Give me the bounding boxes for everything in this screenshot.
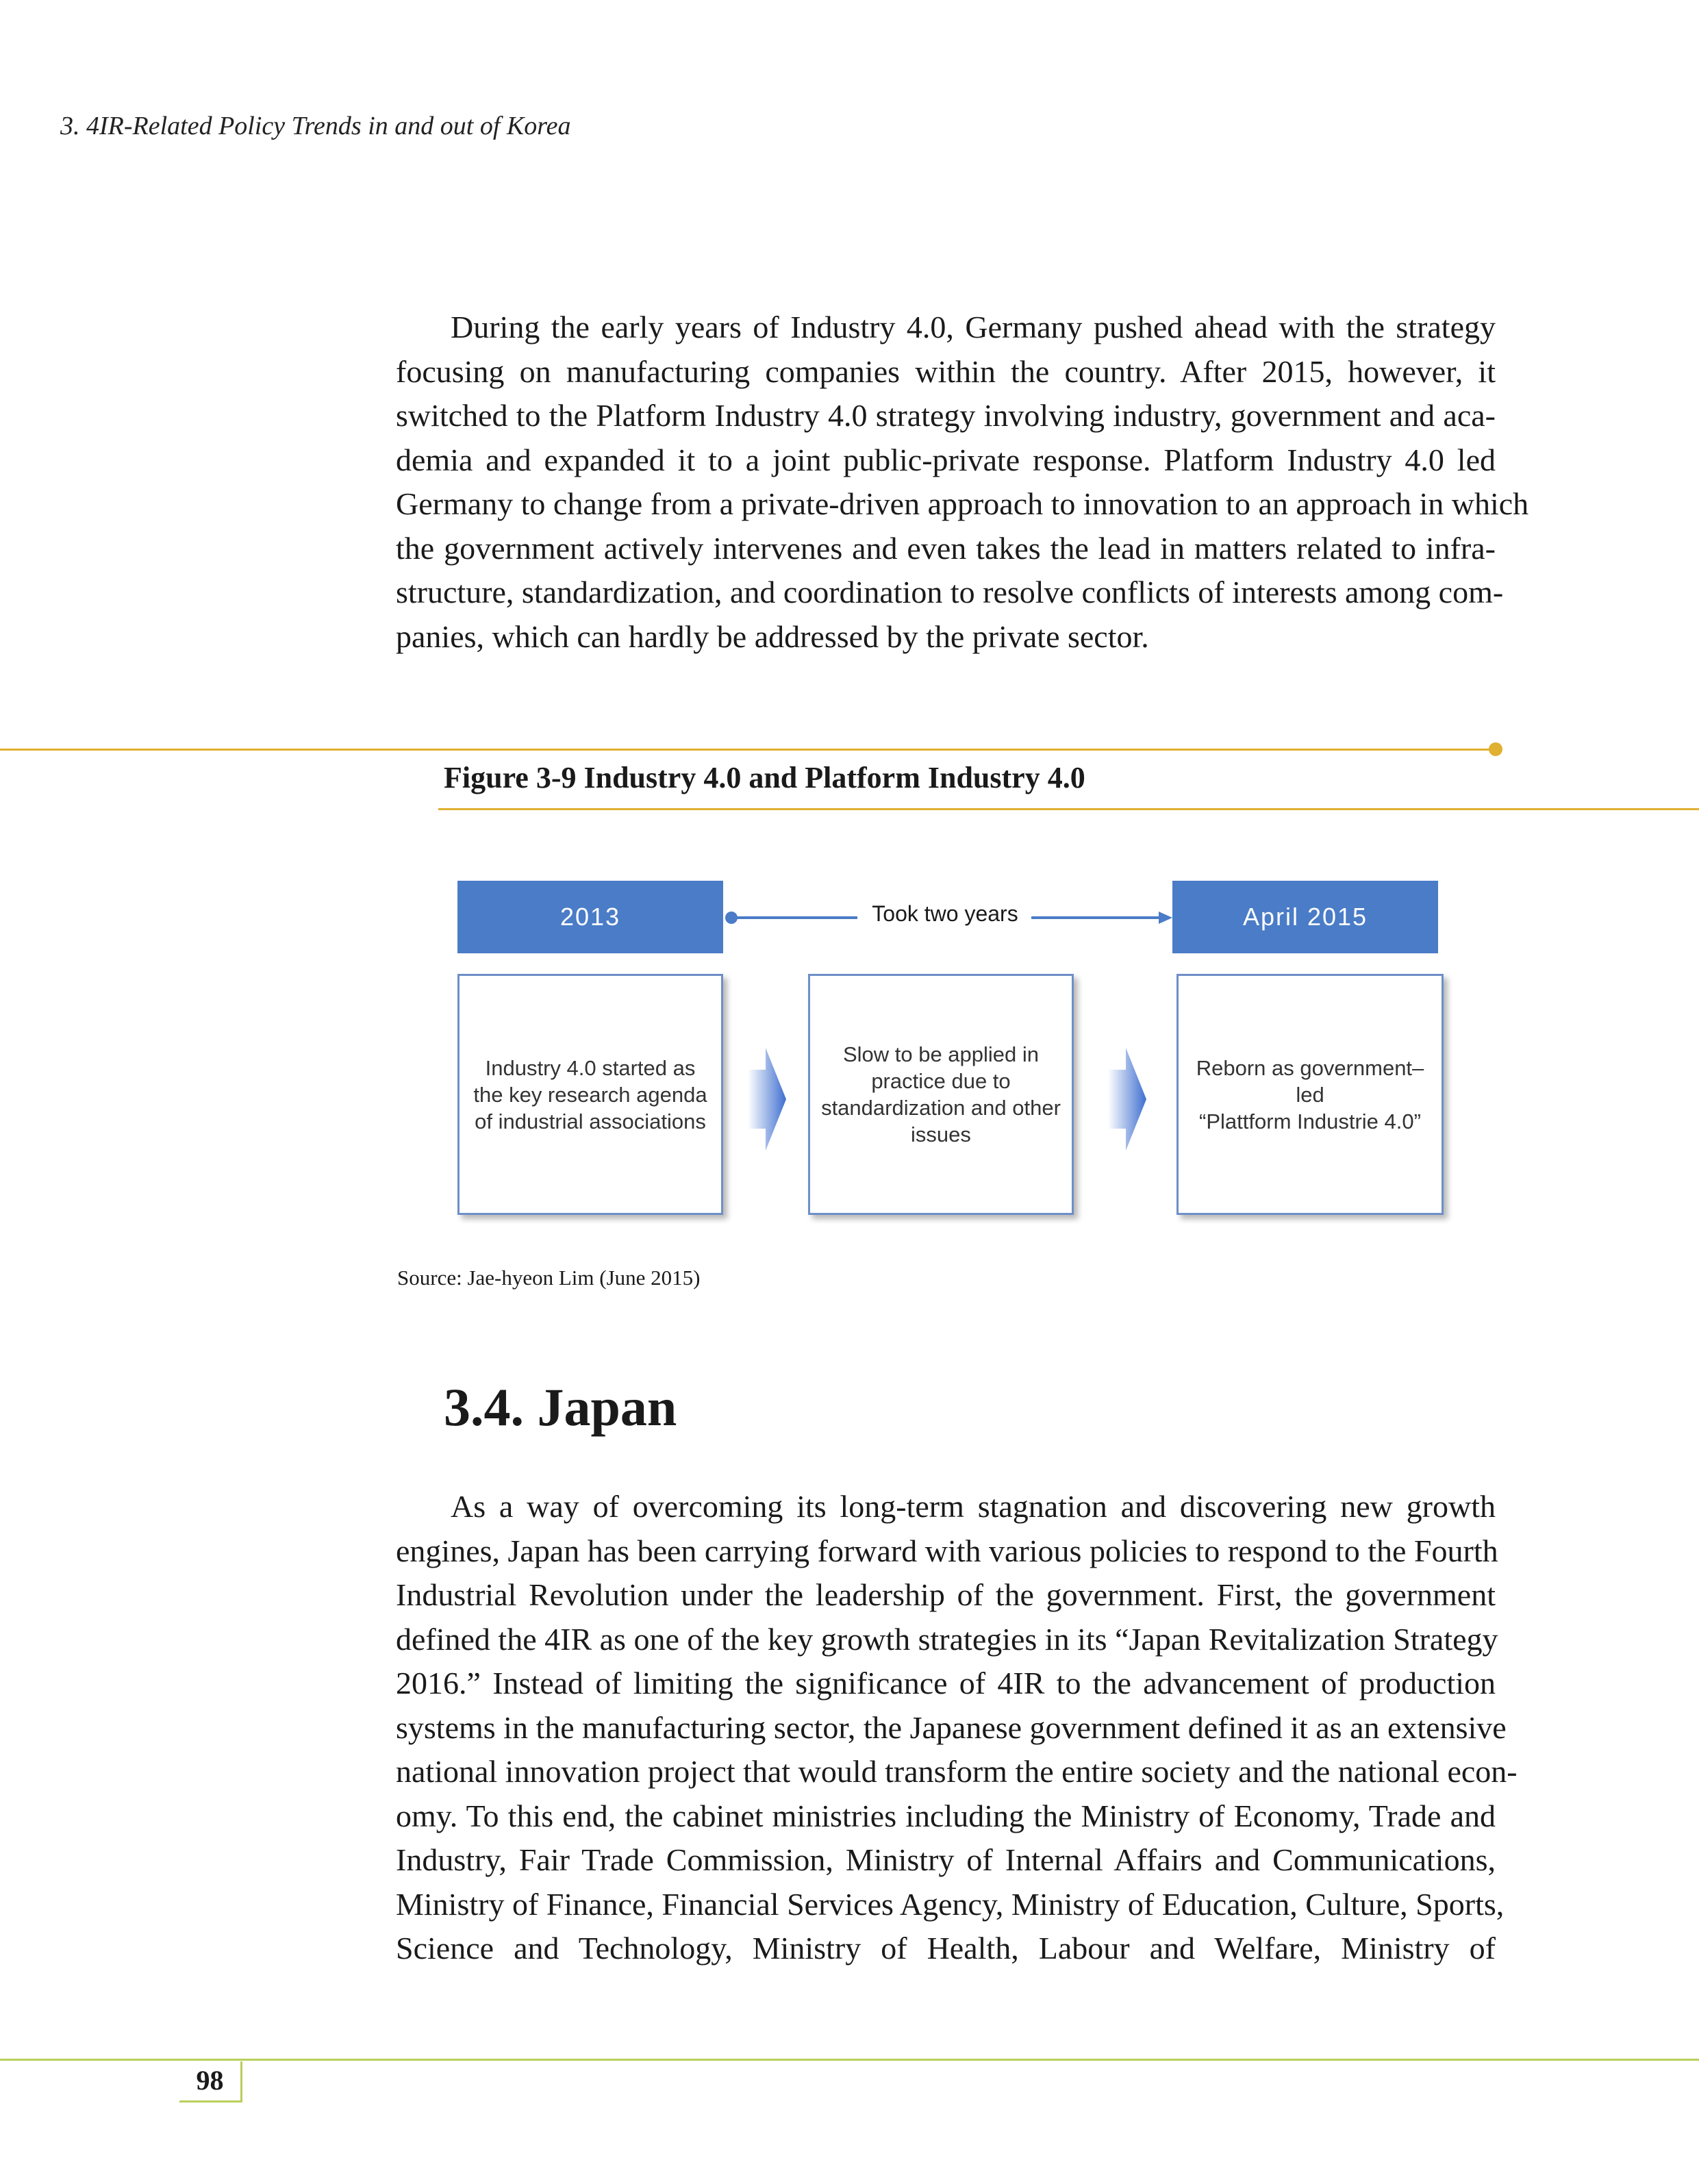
text-line: engines, Japan has been carrying forward with various policies to respond to the Fourth	[396, 1533, 1498, 1568]
paragraph-japan	[396, 1485, 1518, 1971]
stage-text-line: “Plattform Industrie 4.0”	[1199, 1109, 1421, 1133]
stage-box-start	[457, 974, 723, 1215]
text-line: defined the 4IR as one of the key growth strategies in its “Japan Revitalization Strategy	[396, 1621, 1498, 1657]
text-line: the government actively intervenes and even takes the lead in matters related to infra-	[396, 530, 1496, 566]
stage-text-line: of industrial associations	[475, 1109, 706, 1133]
text-line: Germany to change from a private-driven approach to innovation to an approach in which	[396, 486, 1529, 521]
year-label-start: 2013	[559, 903, 621, 931]
text-line: switched to the Platform Industry 4.0 strategy involving industry, government and aca-	[396, 398, 1496, 433]
stage-box-end	[1176, 974, 1444, 1215]
figure-title: Figure 3-9 Industry 4.0 and Platform Industry 4.0	[444, 761, 1085, 794]
chevron-arrow-icon	[1105, 1048, 1148, 1151]
page-number: 98	[179, 2061, 242, 2103]
section-heading: 3.4. Japan	[444, 1377, 677, 1437]
text-line: omy. To this end, the cabinet ministries including the Ministry of Economy, Trade and	[396, 1798, 1496, 1833]
text-line: systems in the manufacturing sector, the Japanese government defined it as an extensive	[396, 1709, 1507, 1745]
stage-text-line: the key research agenda	[473, 1082, 707, 1107]
figure-source: Source: Jae-hyeon Lim (June 2015)	[397, 1266, 701, 1290]
timeline-label: Took two years	[872, 901, 1018, 926]
stage-text-line: standardization and other	[821, 1096, 1061, 1120]
footer-rule	[0, 2059, 1699, 2061]
text-line: panies, which can hardly be addressed by the private sector.	[396, 618, 1149, 654]
stage-text-line: Industry 4.0 started as	[485, 1055, 696, 1080]
running-header: 3. 4IR-Related Policy Trends in and out of Korea	[60, 112, 571, 140]
year-box-end	[1172, 881, 1438, 953]
figure-top-rule	[0, 749, 1496, 751]
text-line: Science and Technology, Ministry of Health, Labour and Welfare, Ministry of	[396, 1931, 1496, 1966]
text-line: As a way of overcoming its long-term stagnation and discovering new growth	[451, 1489, 1496, 1524]
year-box-start	[457, 881, 723, 953]
text-line: During the early years of Industry 4.0, Germany pushed ahead with the strategy	[451, 310, 1496, 344]
text-line: structure, standardization, and coordination to resolve conflicts of interests among com-	[396, 575, 1504, 610]
stage-box-middle	[808, 974, 1074, 1215]
stage-text-line: issues	[911, 1122, 971, 1146]
stage-text-line: Slow to be applied in	[842, 1042, 1040, 1066]
text-line: Ministry of Finance, Financial Services Agency, Ministry of Education, Culture, Sports,	[396, 1886, 1505, 1922]
text-line: Industrial Revolution under the leadership of the government. First, the government	[396, 1577, 1496, 1612]
stage-text-line: Reborn as government–led	[1196, 1055, 1424, 1107]
year-label-end: April 2015	[1242, 903, 1368, 931]
stage-text-line: practice due to	[871, 1069, 1011, 1093]
rule-dot-ornament	[1489, 742, 1502, 756]
text-line: demia and expanded it to a joint public-private response. Platform Industry 4.0 led	[396, 442, 1496, 477]
timeline-arrowhead	[1159, 912, 1172, 924]
chevron-arrow-icon	[745, 1048, 788, 1151]
text-line: Industry, Fair Trade Commission, Ministry of Internal Affairs and Communications,	[396, 1842, 1496, 1877]
text-line: national innovation project that would transform the entire society and the national econ-	[396, 1754, 1518, 1789]
text-line: 2016.” Instead of limiting the significance of 4IR to the advancement of production	[396, 1666, 1496, 1700]
figure-title-rule	[438, 808, 1699, 810]
text-line: focusing on manufacturing companies within the country. After 2015, however, it	[396, 353, 1496, 389]
paragraph-germany	[396, 305, 1529, 659]
